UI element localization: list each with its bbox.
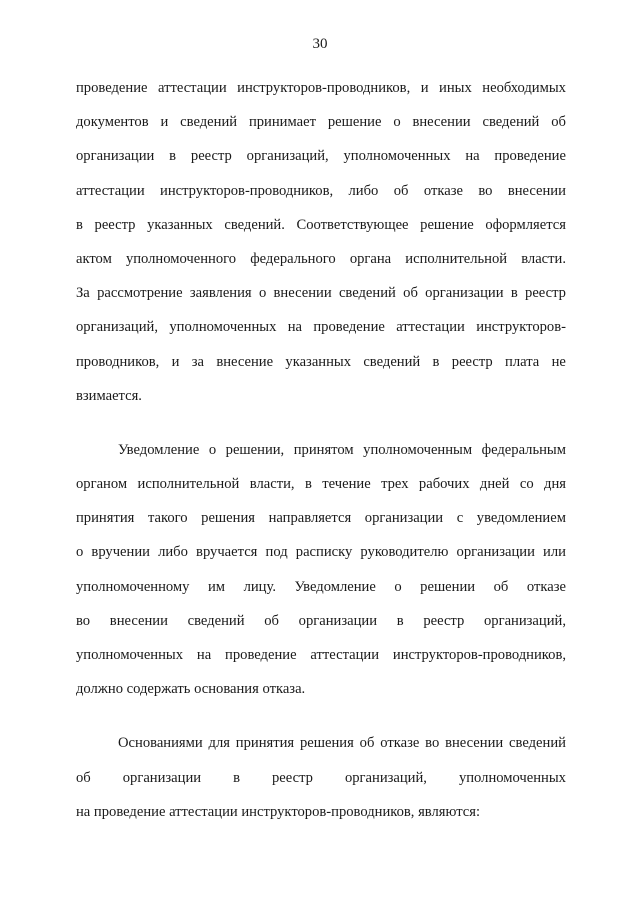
- text-line: должно содержать основания отказа.: [76, 681, 306, 698]
- text-line: о вручении либо вручается под расписку руководителю организации или: [76, 544, 566, 561]
- text-line: Уведомление о решении, принятом уполномоченным федеральным: [118, 441, 566, 458]
- text-line: уполномоченному им лицу. Уведомление о решении об отказе: [76, 578, 566, 595]
- text-line: проведение аттестации инструкторов-проводников, и иных необходимых: [76, 80, 566, 96]
- paragraph: [76, 71, 566, 413]
- text-line: принятия такого решения направляется организации с уведомлением: [76, 510, 566, 527]
- text-line: в реестр указанных сведений. Соответствующее решение оформляется: [76, 216, 566, 233]
- text-line: взимается.: [76, 387, 142, 404]
- text-line: Основаниями для принятия решения об отказе во внесении сведений: [118, 735, 566, 752]
- text-line: аттестации инструкторов-проводников, либо об отказе во внесении: [76, 182, 566, 199]
- page-number: 30: [312, 36, 328, 52]
- text-line: За рассмотрение заявления о внесении сведений об организации в реестр: [76, 285, 566, 302]
- text-line: организаций, уполномоченных на проведение аттестации инструкторов-: [76, 319, 566, 336]
- paragraph: [76, 726, 566, 829]
- text-line: органом исполнительной власти, в течение трех рабочих дней со дня: [76, 476, 566, 493]
- paragraph: [76, 433, 566, 707]
- body-text: [76, 71, 566, 829]
- text-line: актом уполномоченного федерального органа исполнительной власти.: [76, 250, 566, 267]
- text-line: во внесении сведений об организации в реестр организаций,: [76, 612, 566, 629]
- text-line: на проведение аттестации инструкторов-проводников, являются:: [76, 803, 481, 820]
- text-line: проводников, и за внесение указанных сведений в реестр плата не: [76, 353, 566, 370]
- text-line: организации в реестр организаций, уполномоченных на проведение: [76, 148, 566, 165]
- text-line: уполномоченных на проведение аттестации инструкторов-проводников,: [76, 647, 566, 663]
- text-line: об организации в реестр организаций, уполномоченных: [76, 769, 566, 786]
- text-line: документов и сведений принимает решение о внесении сведений об: [76, 114, 566, 131]
